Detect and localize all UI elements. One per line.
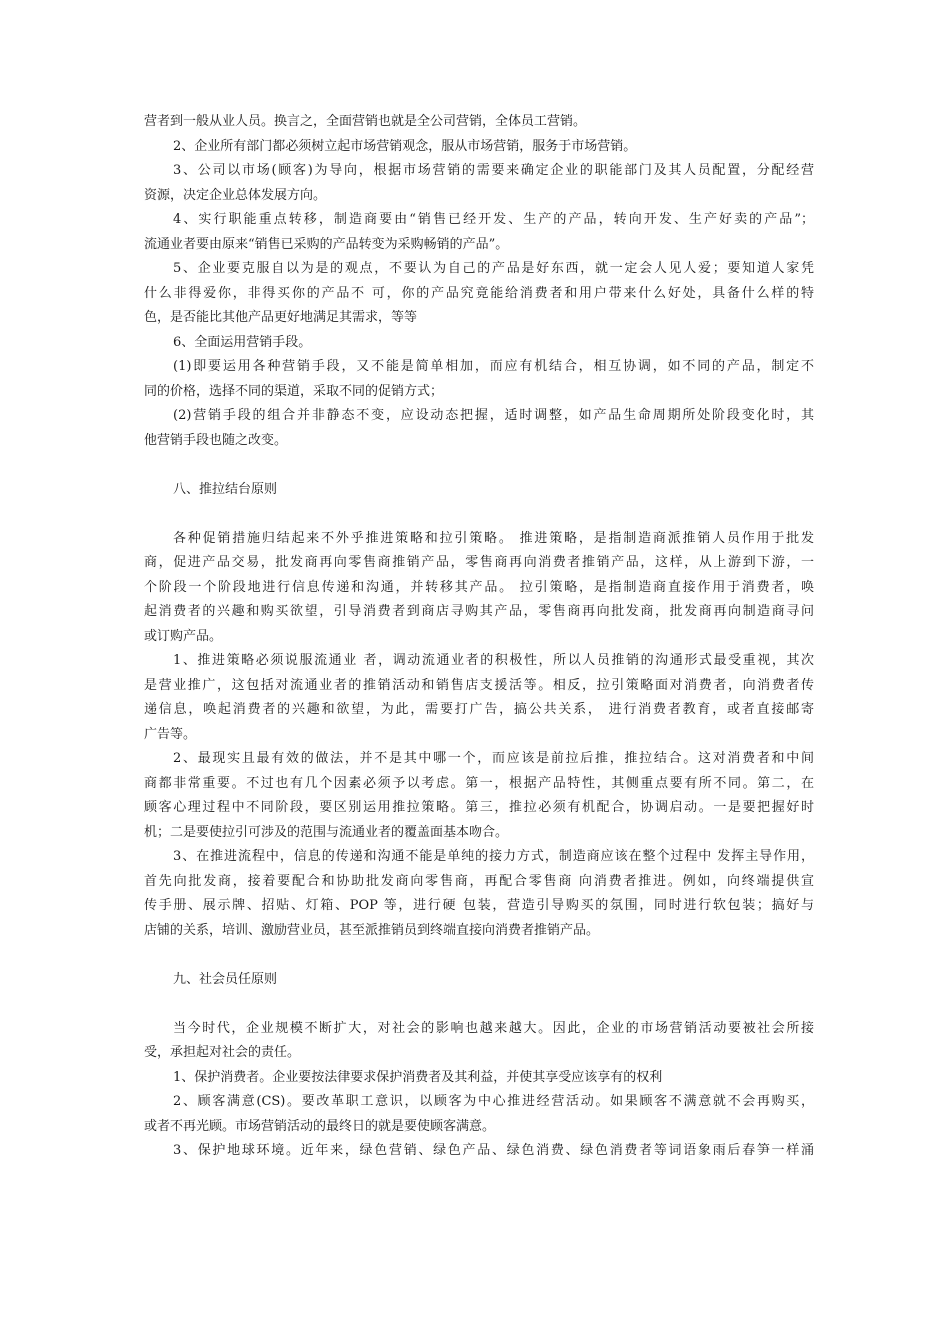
text-line: 各种促销措施归结起来不外乎推进策略和拉引策略。 推进策略，是指制造商派推销人员作用于批发: [173, 530, 814, 546]
text-line: 个阶段一个阶段地进行信息传递和沟通，并转移其产品。 拉引策略，是指制造商直接作用于消费者，唤: [144, 579, 814, 595]
text-line: (2)营销手段的组合并非静态不变，应设动态把握，适时调整，如产品生命周期所处阶段变化时，其: [173, 408, 814, 423]
text-line: 当今时代，企业规模不断扩大，对社会的影响也越来越大。因此，企业的市场营销活动要被社会所接: [173, 1020, 814, 1036]
paragraph-gap: [144, 502, 814, 527]
text-line: 2、顾客满意(CS)。要改革职工意识，以顾客为中心推进经营活动。如果顾客不满意就不会再购买，: [173, 1094, 814, 1109]
paragraph-gap: [144, 943, 814, 968]
text-line: 1、保护消费者。企业要按法律要求保护消费者及其利益，并使其享受应该享有的权利: [173, 1069, 663, 1085]
text-line: 商，促进产品交易，批发商再向零售商推销产品，零售商再向消费者推销产品，这样，从上游到下游，一: [144, 555, 814, 570]
text-line: 什么非得爱你，非得买你的产品不 可，你的产品究竟能给消费者和用户带来什么好处，具备什么样的特: [144, 285, 814, 301]
text-line: 店铺的关系，培训、激励营业员，甚至派推销员到终端直接向消费者推销产品。: [144, 922, 600, 938]
text-line: 3、公司以市场(顾客)为导向，根据市场营销的需要来确定企业的职能部门及其人员配置，分配经营: [173, 163, 814, 178]
text-line: 流通业者要由原来“销售已采购的产品转变为采购畅销的产品”。: [144, 236, 509, 252]
text-line: 同的价格，选择不同的渠道，采取不同的促销方式；: [144, 383, 444, 399]
text-line: 他营销手段也随之改变。: [144, 432, 288, 448]
text-line: 3、在推进流程中，信息的传递和沟通不能是单纯的接力方式，制造商应该在整个过程中 发挥主导作用，: [173, 849, 814, 864]
text-line: 是营业推广，这包括对流通业者的推销活动和销售店支援活等。相反，拉引策略面对消费者，向消费者传: [144, 677, 814, 693]
text-line: 递信息，唤起消费者的兴趣和欲望，为此，需要打广告，搞公共关系， 进行消费者教育，或者直接邮寄: [144, 702, 814, 717]
text-line: 机；二是要使拉引可涉及的范围与流通业者的覆盖面基本吻合。: [144, 824, 509, 840]
text-line: 起消费者的兴趣和购买欲望，引导消费者到商店寻购其产品，零售商再向批发商，批发商再向制造商寻问: [144, 604, 814, 619]
text-line: 3、保护地球环境。近年来，绿色营销、绿色产品、绿色消费、绿色消费者等词语象雨后春笋一样涌: [173, 1143, 814, 1158]
document-page: [144, 110, 814, 1164]
text-line: 1、推进策略必须说服流通业 者，调动流通业者的积极性，所以人员推销的沟通形式最受重视，其次: [173, 653, 814, 668]
section-heading: 八、推拉结台原则: [173, 481, 278, 497]
text-line: 传手册、展示牌、招贴、灯箱、POP 等，进行硬 包装，营造引导购买的氛围，同时进行软包装；搞好与: [144, 898, 814, 913]
paragraph-gap: [144, 992, 814, 1017]
text-line: (1)即要运用各种营销手段，又不能是简单相加，而应有机结合，相互协调，如不同的产品，制定不: [173, 359, 814, 374]
text-line: 或者不再光顾。市场营销活动的最终日的就是要使顾客满意。: [144, 1118, 496, 1134]
text-line: 5、企业要克服自以为是的观点，不要认为自己的产品是好东西，就一定会人见人爱；要知道人家凭: [173, 261, 814, 276]
text-line: 色，是否能比其他产品更好地满足其需求，等等: [144, 310, 418, 325]
text-line: 资源，决定企业总体发展方向。: [144, 187, 327, 203]
text-line: 2、企业所有部门都必须树立起市场营销观念，服从市场营销，服务于市场营销。: [173, 138, 637, 154]
text-line: 首先向批发商，接着要配合和协助批发商向零售商，再配合零售商 向消费者推进。例如，向终端提供宣: [144, 873, 814, 889]
text-line: 受，承担起对社会的责任。: [144, 1045, 301, 1060]
text-line: 营者到一般从业人员。换言之，全面营销也就是全公司营销，全体员工营销。: [144, 114, 587, 129]
text-line: 顾客心理过程中不同阶段，要区别运用推拉策略。第三，推拉必须有机配合，协调启动。一是要把握好时: [144, 800, 814, 815]
text-line: 广告等。: [144, 726, 197, 742]
text-line: 6、全面运用营销手段。: [173, 334, 312, 350]
text-line: 或订购产品。: [144, 628, 223, 644]
section-heading: 九、社会员任原则: [173, 971, 278, 987]
text-line: 商都非常重要。不过也有几个因素必须予以考虑。第一，根据产品特性，其侧重点要有所不同。第二，在: [144, 775, 814, 791]
paragraph-gap: [144, 453, 814, 478]
text-line: 4、实行职能重点转移，制造商要由“销售已经开发、生产的产品，转向开发、生产好卖的产品”；: [173, 212, 814, 227]
text-line: 2、最现实且最有效的做法，并不是其中哪一个，而应该是前拉后推，推拉结合。这对消费者和中间: [173, 751, 814, 766]
